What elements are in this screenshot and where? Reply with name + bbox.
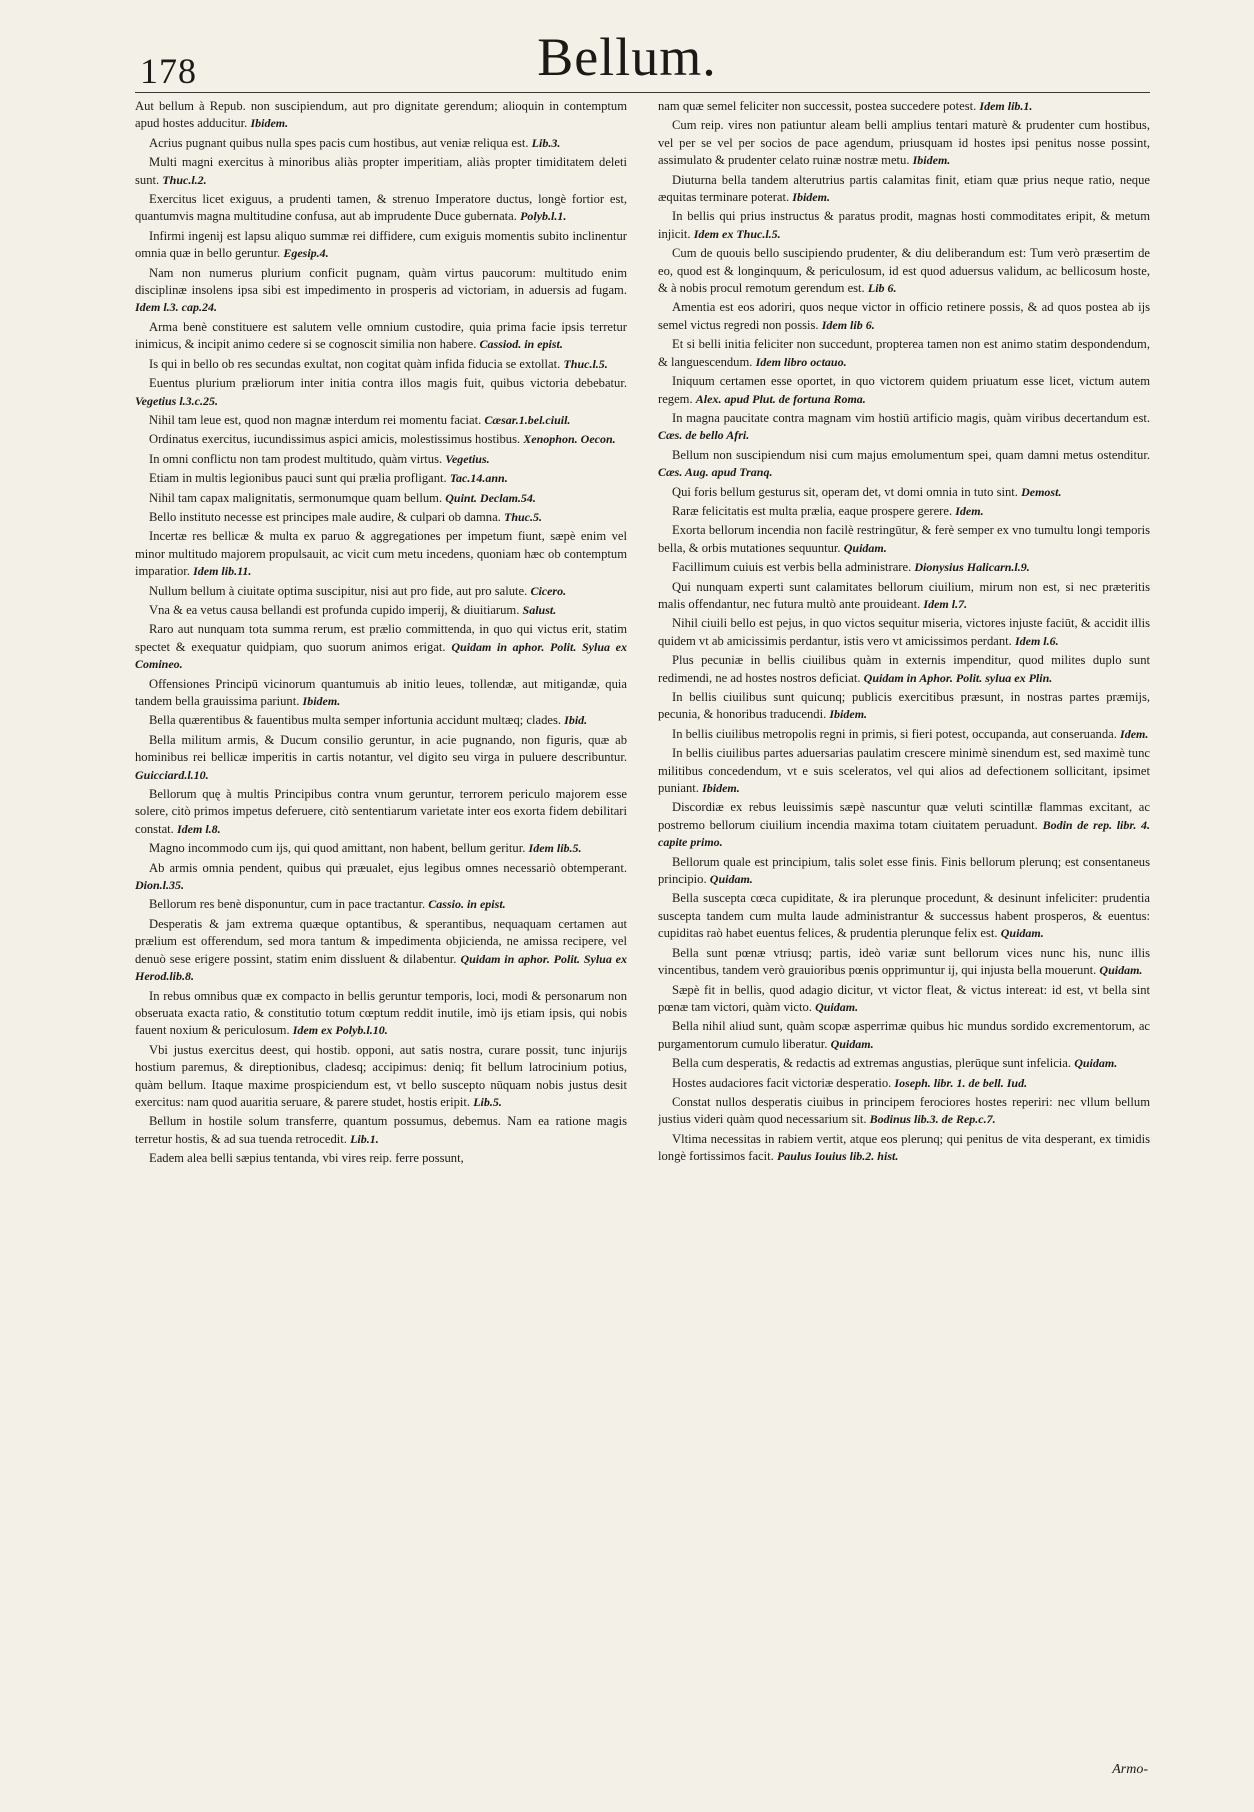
entry-paragraph: [135, 470, 627, 487]
entry-paragraph: [135, 840, 627, 857]
entry-text: Qui nunquam experti sunt calamitates bellorum ciuilium, mirum non est, si nec præteritis malis offendantur, nec futura multò ante prouideant.: [658, 579, 1150, 611]
entry-paragraph: [658, 652, 1150, 687]
entry-paragraph: [135, 509, 627, 526]
entry-paragraph: [658, 615, 1150, 650]
entry-text: Facillimum cuiuis est verbis bella administrare.: [672, 560, 912, 575]
source-citation: Idem ex Thuc.l.5.: [693, 226, 781, 241]
entry-paragraph: [135, 319, 627, 354]
entry-text: Incertæ res bellicæ & multa ex paruo & aggregationes per impetum fiunt, sæpè enim vel minor multitudo majorem propulsauit, ac vicit cum metu incedens, quoniam hæc ob contemptum imparatior.: [135, 529, 627, 579]
entry-paragraph: [658, 373, 1150, 408]
entry-text: Nihil ciuili bello est pejus, in quo victos sequitur miseria, victores injuste faciūt, & accidit illis quidem vt ab amicissimis perdantur, istis vero vt amicissimos perdant.: [658, 616, 1150, 648]
entry-paragraph: [135, 135, 627, 152]
entry-text: Bellum non suscipiendum nisi cum majus emolumentum spei, quam damni metus ostenditur.: [672, 447, 1150, 462]
source-citation: Vegetius l.3.c.25.: [135, 393, 218, 408]
source-citation: Ibidem.: [829, 707, 868, 722]
source-citation: Dionysius Halicarn.l.9.: [914, 560, 1030, 575]
source-citation: Quidam.: [709, 872, 753, 887]
entry-text: Bella militum armis, & Ducum consilio geruntur, in acie pugnando, non figuris, quæ ab hominibus rei bellicæ imperitis in cartis notantur, vel digito seu virga in puluere describuntur.: [135, 732, 627, 765]
entry-paragraph: [135, 1150, 627, 1167]
catchword: Armo-: [1112, 1762, 1148, 1777]
source-citation: Egesip.4.: [283, 246, 329, 261]
source-citation: Guicciard.l.10.: [135, 767, 209, 782]
entry-paragraph: [658, 854, 1150, 889]
entry-paragraph: [135, 98, 627, 133]
entry-paragraph: [658, 726, 1150, 743]
entry-paragraph: [658, 890, 1150, 942]
entry-text: In omni conflictu non tam prodest multitudo, quàm virtus.: [149, 451, 443, 466]
entry-text: In magna paucitate contra magnam vim hostiū artificio magis, quàm viribus decertandum est.: [672, 410, 1150, 425]
source-citation: Alex. apud Plut. de fortuna Roma.: [695, 391, 866, 406]
source-citation: Quidam.: [830, 1036, 874, 1051]
entry-text: Bella nihil aliud sunt, quàm scopæ asperrimæ quibus hic mundus sordido excrementorum, ac purgamentorum cumulo liberatur.: [658, 1019, 1150, 1051]
source-citation: Thuc.l.2.: [162, 172, 207, 187]
entry-text: Bella cum desperatis, & redactis ad extremas angustias, plerūque sunt infelicia.: [672, 1056, 1072, 1071]
source-citation: Quidam in aphor. Polit. Sylua ex Comineo.: [135, 639, 627, 672]
source-citation: Ioseph. libr. 1. de bell. Iud.: [894, 1075, 1028, 1090]
source-citation: Vegetius.: [445, 451, 490, 466]
source-citation: Idem.: [1120, 726, 1149, 741]
entry-text: Hostes audaciores facit victoriæ desperatio.: [672, 1075, 892, 1090]
entry-paragraph: [658, 245, 1150, 297]
entry-paragraph: [658, 484, 1150, 501]
source-citation: Cæs. de bello Afri.: [658, 428, 750, 443]
source-citation: Idem l.7.: [923, 596, 968, 611]
entry-paragraph: [135, 712, 627, 729]
source-citation: Idem libro octauo.: [755, 354, 847, 369]
entry-text: Iniquum certamen esse oportet, in quo victorem quidem priuatum esse licet, victum autem regem.: [658, 374, 1150, 406]
entry-paragraph: [658, 1094, 1150, 1129]
entry-text: Is qui in bello ob res secundas exultat, non cogitat quàm infida fiducia se extollat.: [149, 356, 561, 371]
entry-paragraph: [135, 732, 627, 784]
running-head: Bellum.: [537, 27, 717, 87]
entry-paragraph: [135, 228, 627, 263]
source-citation: Tac.14.ann.: [449, 471, 508, 486]
source-citation: Quidam in aphor. Polit. Sylua ex Herod.lib.8.: [135, 951, 627, 984]
source-citation: Ibidem.: [702, 781, 740, 796]
entry-paragraph: [658, 1075, 1150, 1092]
entry-text: Diuturna bella tandem alterutrius partis calamitas finit, etiam quæ prius neque ratio, neque æquitas terminare poterat.: [658, 172, 1150, 205]
source-citation: Ibidem.: [792, 190, 830, 205]
source-citation: Ibidem.: [912, 153, 951, 168]
source-citation: Cassiod. in epist.: [479, 337, 563, 352]
entry-text: Nihil tam capax malignitatis, sermonumque quam bellum.: [149, 490, 443, 505]
entry-paragraph: [658, 1055, 1150, 1072]
entry-text: Etiam in multis legionibus pauci sunt qui prælia profligant.: [149, 471, 447, 486]
entry-paragraph: [658, 522, 1150, 557]
entry-text: In bellis ciuilibus metropolis regni in primis, si fieri potest, occupanda, aut conseruanda.: [672, 726, 1117, 741]
entry-text: Offensiones Principū vicinorum quantumuis ab initio leues, tollendæ, aut mitigandæ, quia tandem bella grauissima pariunt.: [135, 676, 627, 708]
source-citation: Thuc.l.5.: [563, 356, 608, 371]
entry-paragraph: [658, 1131, 1150, 1166]
entry-text: Et si belli initia feliciter non succedunt, propterea tamen non est animo statim despondendum, & languescendum.: [658, 337, 1150, 369]
source-citation: Cicero.: [530, 583, 567, 598]
entry-text: Infirmi ingenij est lapsu aliquo summæ rei diffidere, cum exiguis momentis subito inclinentur omnia quæ in bello geruntur.: [135, 228, 627, 261]
left-column: [135, 98, 627, 1748]
entry-text: In bellis ciuilibus sunt quicunq; publicis exercitibus præsunt, in nostras partes præmijs, pecunia, & honoribus traducendi.: [658, 690, 1150, 722]
entry-paragraph: [658, 208, 1150, 243]
entry-paragraph: [658, 559, 1150, 576]
entry-paragraph: [658, 945, 1150, 980]
entry-text: Vltima necessitas in rabiem vertit, atque eos plerunq; qui penitus de vita desperant, ex timidis longè fortissimos facit.: [658, 1131, 1150, 1164]
entry-text: In rebus omnibus quæ ex compacto in bellis geruntur temporis, loci, modi & personarum non obseruata exacta ratio, & constitutio totum cœptum reddit inutile, imò ijs etiam ipsis, qui nobis fauent noxium & periculosum.: [135, 988, 627, 1038]
source-citation: Idem l.8.: [176, 821, 221, 836]
entry-paragraph: [135, 896, 627, 913]
entry-text: Ordinatus exercitus, iucundissimus aspici amicis, molestissimus hostibus.: [149, 432, 521, 447]
entry-paragraph: [658, 1018, 1150, 1053]
entry-text: Bellorum quę à multis Principibus contra vnum geruntur, terrorem periculo majorem esse solere, citò primos impetus deferuere, citò sententiarum varietate inter eos exorta fidem debilitari constat.: [135, 787, 627, 836]
entry-paragraph: [135, 451, 627, 468]
source-citation: Idem lib.1.: [979, 99, 1033, 113]
entry-text: Arma benè constituere est salutem velle omnium custodire, quia prima facie ipsis terretur inimicus, & incipit animo cedere si se cognoscit similia non habere.: [135, 319, 627, 352]
entry-text: Vbi justus exercitus deest, qui hostib. opponi, aut satis nostra, curare possit, tunc injurijs hostium paremus, & direptionibus, cladesq; accipimus: deniq; fit bellum latrocinium potius, quàm bellum. Itaque maxime prospiciendum est, vt bello suscepto nūquam nobis justus desit exercitus: nam quod auaritia seruare, & parere studet, hostis eripit.: [135, 1042, 627, 1109]
source-citation: Lib.1.: [350, 1131, 379, 1146]
entry-paragraph: [658, 689, 1150, 724]
source-citation: Ibidem.: [302, 694, 341, 708]
entry-paragraph: [135, 1042, 627, 1112]
source-citation: Lib.5.: [473, 1094, 502, 1109]
source-citation: Lib.3.: [531, 135, 561, 150]
entry-paragraph: [658, 503, 1150, 520]
source-citation: Quidam.: [815, 999, 859, 1014]
entry-paragraph: [135, 191, 627, 226]
source-citation: Thuc.5.: [503, 509, 542, 524]
entry-text: Bellorum res benè disponuntur, cum in pace tractantur.: [149, 897, 426, 912]
source-citation: Lib 6.: [867, 281, 897, 296]
entry-text: Euentus plurium præliorum inter initia contra illos magis fuit, quibus victoria debebatur.: [149, 376, 627, 391]
source-citation: Idem.: [955, 503, 984, 518]
entry-text: Vna & ea vetus causa bellandi est profunda cupido imperij, & diuitiarum.: [149, 602, 520, 617]
entry-text: Qui foris bellum gesturus sit, operam det, vt domi omnia in tuto sint.: [672, 484, 1018, 499]
source-citation: Bodinus lib.3. de Rep.c.7.: [869, 1112, 996, 1127]
source-citation: Ibidem.: [250, 116, 289, 131]
entry-paragraph: [658, 410, 1150, 445]
source-citation: Idem ex Polyb.l.10.: [292, 1023, 388, 1038]
entry-text: Multi magni exercitus à minoribus aliàs propter imperitiam, aliàs propter timiditatem deleti sunt.: [135, 155, 627, 187]
entry-paragraph: [658, 299, 1150, 334]
entry-text: Acrius pugnant quibus nulla spes pacis cum hostibus, aut veniæ reliqua est.: [149, 135, 529, 150]
source-citation: Idem lib 6.: [821, 317, 875, 332]
header-rule: [135, 92, 1150, 93]
entry-text: Bellum in hostile solum transferre, quantum possumus, debemus. Nam ea ratione magis terretur hostis, & ad sua tuenda retrocedit.: [135, 1114, 627, 1146]
entry-paragraph: [135, 988, 627, 1040]
entry-paragraph: [135, 154, 627, 189]
entry-paragraph: [135, 916, 627, 986]
source-citation: Ibid.: [564, 713, 588, 728]
entry-text: Nam non numerus plurium conficit pugnam, quàm virtus paucorum: multitudo enim disciplinæ insolens ipsa sibi est impedimento in prosperis ad victoriam, in aduersis ad fugam.: [135, 265, 627, 298]
source-citation: Bodin de rep. libr. 4. capite primo.: [658, 817, 1150, 850]
source-citation: Polyb.l.1.: [520, 209, 567, 224]
entry-text: Raro aut nunquam tota summa rerum, est prælio committenda, in quo qui victus erit, statim spectet & exequatur quidpiam, quo suorum animos erigat.: [135, 622, 627, 654]
entry-text: In bellis qui prius instructus & paratus prodit, magnas hosti commoditates eripit, & metum injicit.: [658, 209, 1150, 241]
entry-text: Bella quærentibus & fauentibus multa semper infortunia accidunt multæq; clades.: [149, 713, 562, 728]
entry-text: Nullum bellum à ciuitate optima suscipitur, nisi aut pro fide, aut pro salute.: [149, 583, 528, 598]
source-citation: Quidam.: [843, 540, 887, 555]
entry-text: Nihil tam leue est, quod non magnæ interdum rei momentu faciat.: [149, 412, 482, 427]
entry-paragraph: [658, 98, 1150, 115]
source-citation: Quidam.: [1099, 963, 1143, 978]
source-citation: Quidam in Aphor. Polit. sylua ex Plin.: [863, 670, 1053, 685]
source-citation: Quint. Declam.54.: [445, 490, 536, 505]
entry-paragraph: [135, 528, 627, 580]
entry-paragraph: [135, 412, 627, 429]
entry-paragraph: [135, 583, 627, 600]
entry-text: Bella suscepta cœca cupiditate, & ira plerunque procedunt, & desinunt infeliciter: prudentia suscepta tandem cum multa laude administrantur & successus habent prosperos, & euentus: cupiditas raò habet euentus felices, & prudentia plerunque felix est.: [658, 891, 1150, 941]
entry-text: Bella sunt pœnæ vtriusq; partis, ideò variæ sunt bellorum vices nunc his, nunc illis vincentibus, tandem verò grauioribus pœnis opprimuntur ij, qui injusta bella mouerunt.: [658, 945, 1150, 978]
entry-paragraph: [658, 982, 1150, 1017]
entry-text: Sæpè fit in bellis, quod adagio dicitur, vt victor fleat, & victus intereat: id est, vt bella sint pœnæ tam victori, quàm victo.: [658, 982, 1150, 1014]
entry-text: Bellorum quale est principium, talis solet esse finis. Finis bellorum plerunq; est consentaneus principio.: [658, 854, 1150, 887]
page-number: 178: [140, 51, 197, 91]
source-citation: Demost.: [1021, 484, 1062, 499]
entry-text: Exorta bellorum incendia non facilè restringūtur, & ferè semper ex vno tumultu longi temporis bella, & orbis mutationes sequuntur.: [658, 523, 1150, 555]
entry-text: Eadem alea belli sæpius tentanda, vbi vires reip. ferre possunt,: [149, 1151, 464, 1166]
entry-paragraph: [658, 799, 1150, 851]
source-citation: Paulus Iouius lib.2. hist.: [776, 1149, 899, 1164]
entry-paragraph: [658, 117, 1150, 169]
source-citation: Idem l.6.: [1014, 633, 1059, 648]
entry-text: Desperatis & jam extrema quæque optantibus, & sperantibus, nequaquam certamen aut prælium est offerendum, sed mora tantum & impedimenta objicienda, ne amissa recipere, vel denuò sese erigere possint, statim enim dissluent & dilabentur.: [135, 916, 627, 966]
entry-paragraph: [135, 860, 627, 895]
entry-paragraph: [135, 431, 627, 448]
entry-paragraph: [135, 1113, 627, 1148]
entry-text: Cum reip. vires non patiuntur aleam belli amplius tentari maturè & prudenter cum hostibus, vel per se vel per socios de pace agendum, priusquam id hostes ipsi penitus nosse possint, assimulato & prudenter celato ruinæ nostræ metu.: [658, 118, 1150, 168]
entry-paragraph: [135, 621, 627, 673]
entry-text: Bello instituto necesse est principes male audire, & culpari ob damna.: [149, 509, 501, 524]
source-citation: Dion.l.35.: [135, 878, 185, 893]
entry-text: Aut bellum à Repub. non suscipiendum, aut pro dignitate gerendum; alioquin in contemptum apud hostes adducitur.: [135, 99, 627, 131]
source-citation: Idem lib.11.: [193, 564, 252, 579]
entry-paragraph: [658, 336, 1150, 371]
entry-paragraph: [135, 356, 627, 373]
source-citation: Idem l.3. cap.24.: [135, 300, 217, 315]
entry-text: Discordiæ ex rebus leuissimis sæpè nascuntur quæ veluti scintillæ flammas excitant, ac postremo bellorum ciuilium incendia maxima totam ciuitatem peruadunt.: [658, 800, 1150, 832]
entry-text: Exercitus licet exiguus, a prudenti tamen, & strenuo Imperatore ductus, longè fortior est, quantumvis magna multitudine confusa, aut ab imprudente Duce gubernata.: [135, 192, 627, 224]
entry-text: nam quæ semel feliciter non successit, postea succedere potest.: [658, 99, 977, 113]
entry-paragraph: [658, 579, 1150, 614]
entry-text: Magno incommodo cum ijs, qui quod amittant, non habent, bellum geritur.: [149, 841, 526, 856]
entry-paragraph: [658, 172, 1150, 207]
source-citation: Xenophon. Oecon.: [523, 432, 616, 447]
source-citation: Quidam.: [1000, 926, 1044, 941]
entry-paragraph: [135, 490, 627, 507]
entry-paragraph: [658, 745, 1150, 797]
entry-paragraph: [135, 265, 627, 317]
entry-text: Plus pecuniæ in bellis ciuilibus quàm in externis impenditur, quod milites duplo sunt redimendi, ne ad hostes nostros deficiat.: [658, 653, 1150, 685]
entry-text: Cum de quouis bello suscipiendo prudenter, & diu deliberandum est: Tum verò præsertim de eo, quod est & longinquum, & periculosum, id est quod aduersus validum, ac bellicosum hoste, & à nobis procul remotum gerendum est.: [658, 246, 1150, 296]
source-citation: Cassio. in epist.: [428, 897, 506, 912]
entry-paragraph: [135, 786, 627, 838]
right-column: [658, 98, 1150, 1748]
text-columns: [135, 98, 1150, 1748]
entry-paragraph: [135, 375, 627, 410]
source-citation: Cæsar.1.bel.ciuil.: [484, 412, 571, 427]
entry-paragraph: [135, 602, 627, 619]
entry-paragraph: [658, 447, 1150, 482]
source-citation: Salust.: [522, 602, 557, 617]
entry-text: Amentia est eos adoriri, quos neque victor in officio retinere possis, & ad quos postea ab ijs semel victus regredi non possis.: [658, 300, 1150, 332]
entry-text: In bellis ciuilibus partes aduersarias paulatim crescere minimè sinendum est, sed maximè tunc militibus concedendum, vt e suis sceleratos, vel qui alios ad defectionem sollicitant, ipsimet puniant.: [658, 746, 1150, 796]
entry-text: Raræ felicitatis est multa prælia, eaque prospere gerere.: [672, 503, 953, 518]
source-citation: Idem lib.5.: [528, 841, 582, 856]
entry-text: Ab armis omnia pendent, quibus qui præualet, ejus legibus omnes necessariò obtemperant.: [149, 860, 627, 875]
entry-paragraph: [135, 676, 627, 711]
source-citation: Cæs. Aug. apud Tranq.: [658, 465, 773, 480]
source-citation: Quidam.: [1074, 1056, 1118, 1071]
entry-text: Constat nullos desperatis ciuibus in principem ferociores hostes reperiri: nec vllum bellum justius videri quàm quod necessarium sit.: [658, 1094, 1150, 1127]
